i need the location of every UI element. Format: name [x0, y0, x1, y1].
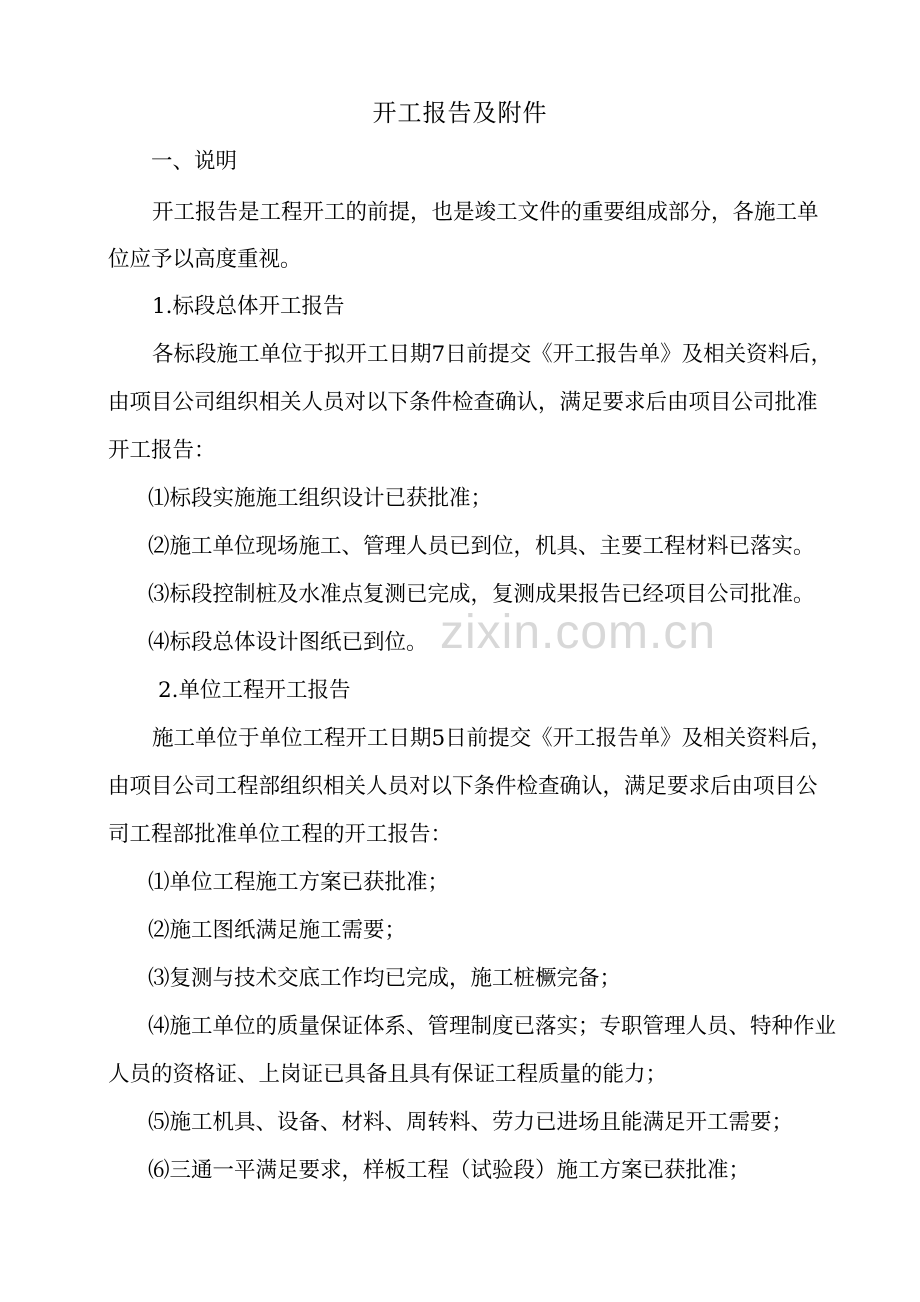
list-item: ⑶标段控制桩及水准点复测已完成，复测成果报告已经项目公司批准。 — [148, 582, 815, 607]
document-title: 开工报告及附件 — [372, 99, 548, 127]
list-item: ⑴单位工程施工方案已获批准； — [148, 870, 450, 895]
list-item: ⑶复测与技术交底工作均已完成，施工桩橛完备； — [148, 966, 622, 991]
paragraph-line: 由项目公司组织相关人员对以下条件检查确认，满足要求后由项目公司批准 — [108, 390, 818, 415]
paragraph-line: 开工报告： — [108, 438, 216, 463]
subsection-heading-1: 1.标段总体开工报告 — [152, 294, 345, 319]
paragraph-line: 人员的资格证、上岗证已具备且具有保证工程质量的能力； — [108, 1062, 668, 1087]
list-item: ⑹三通一平满足要求，样板工程（试验段）施工方案已获批准； — [148, 1158, 751, 1183]
paragraph-line: 由项目公司工程部组织相关人员对以下条件检查确认，满足要求后由项目公 — [108, 774, 818, 799]
subsection-heading-2: 2.单位工程开工报告 — [158, 678, 351, 703]
paragraph-line: 司工程部批准单位工程的开工报告： — [108, 822, 453, 847]
list-item: ⑷施工单位的质量保证体系、管理制度已落实；专职管理人员、特种作业 — [148, 1014, 837, 1039]
list-item: ⑵施工图纸满足施工需要； — [148, 918, 407, 943]
paragraph-line: 开工报告是工程开工的前提，也是竣工文件的重要组成部分，各施工单 — [152, 200, 819, 225]
list-item: ⑸施工机具、设备、材料、周转料、劳力已进场且能满足开工需要； — [148, 1110, 794, 1135]
list-item: ⑵施工单位现场施工、管理人员已到位，机具、主要工程材料已落实。 — [148, 534, 815, 559]
watermark-text: zixin.com.cn — [440, 606, 717, 659]
list-item: ⑷标段总体设计图纸已到位。 — [148, 630, 428, 655]
list-item: ⑴标段实施施工组织设计已获批准； — [148, 486, 493, 511]
paragraph-line: 施工单位于单位工程开工日期5日前提交《开工报告单》及相关资料后， — [152, 726, 833, 751]
section-heading-explanation: 一、说明 — [151, 149, 238, 174]
paragraph-line: 位应予以高度重视。 — [108, 247, 302, 272]
paragraph-line: 各标段施工单位于拟开工日期7日前提交《开工报告单》及相关资料后， — [152, 342, 833, 367]
